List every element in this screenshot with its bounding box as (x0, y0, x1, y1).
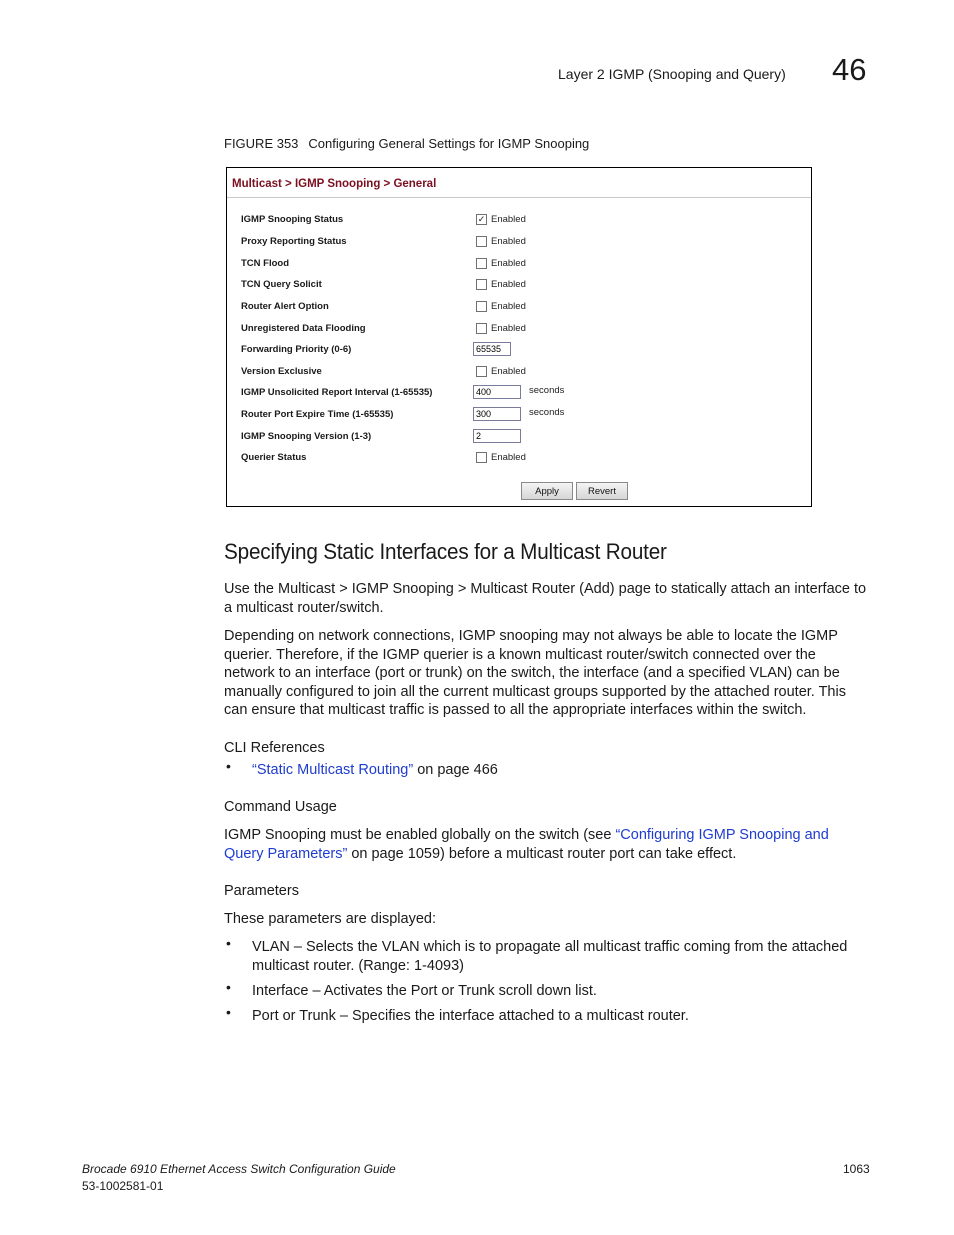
parameter-term: Interface (252, 983, 309, 999)
forwarding-priority-input[interactable] (473, 342, 511, 356)
unsolicited-report-interval-input[interactable] (473, 385, 521, 399)
parameter-desc: – Activates the Port or Trunk scroll down list. (308, 983, 597, 999)
revert-button[interactable]: Revert (576, 482, 628, 500)
parameter-item (252, 938, 872, 975)
field-label: TCN Query Solicit (241, 279, 322, 290)
parameter-desc: – Selects the VLAN which is to propagate all multicast traffic coming from the attached multicast router. (Range: 1-4093) (252, 939, 848, 974)
checkbox-label: Enabled (491, 366, 526, 377)
checkbox-label: Enabled (491, 279, 526, 290)
field-label: Version Exclusive (241, 366, 322, 377)
field-label: IGMP Snooping Version (1-3) (241, 431, 372, 442)
field-row (241, 321, 801, 337)
checkbox-label: Enabled (491, 323, 526, 334)
footer-page-number: 1063 (843, 1162, 870, 1176)
parameter-desc: – Specifies the interface attached to a multicast router. (335, 1008, 689, 1024)
field-row (241, 256, 801, 272)
figure-number: FIGURE 353 (224, 136, 299, 151)
field-row (241, 277, 801, 293)
router-port-expire-time-input[interactable] (473, 407, 521, 421)
field-row (241, 407, 801, 423)
body-paragraph: Depending on network connections, IGMP snooping may not always be able to locate the IGMP querier. Therefore, if the IGMP querier is a known multicast router/switch connected over the network to an interface (port or trunk) on the switch, the interface (and a specified VLAN) can be manually configured to join all the current multicast groups supported by the attached router. This can ensure that multicast traffic is passed to all the appropriate interfaces within the switch. (224, 628, 846, 719)
configuring-igmp-snooping-link[interactable]: “Configuring IGMP Snooping and Query Parameters” (224, 827, 829, 862)
router-alert-option-checkbox[interactable] (476, 301, 487, 312)
parameter-connector: or (278, 1008, 300, 1024)
field-label: IGMP Snooping Status (241, 214, 344, 225)
checkbox-label: Enabled (491, 236, 526, 247)
footer-doc-id: 53-1002581-01 (82, 1179, 164, 1193)
checkbox-label: Enabled (491, 258, 526, 269)
parameter-term: VLAN (252, 939, 290, 955)
proxy-reporting-status-checkbox[interactable] (476, 236, 487, 247)
apply-button[interactable]: Apply (521, 482, 573, 500)
field-row (241, 342, 801, 358)
section-heading: Specifying Static Interfaces for a Multicast Router (224, 539, 667, 564)
field-label: Proxy Reporting Status (241, 236, 347, 247)
bullet-dot: • (226, 1004, 231, 1020)
field-label: Querier Status (241, 452, 307, 463)
static-multicast-routing-link[interactable]: “Static Multicast Routing” (252, 762, 414, 778)
field-row (241, 385, 801, 401)
checkbox-label: Enabled (491, 214, 526, 225)
field-row (241, 299, 801, 315)
unit-label: seconds (529, 385, 565, 396)
unit-label: seconds (529, 407, 565, 418)
checkbox-label: Enabled (491, 301, 526, 312)
field-label: Unregistered Data Flooding (241, 323, 366, 334)
parameter-term: Trunk (299, 1008, 336, 1024)
parameter-term: Port (252, 1008, 279, 1024)
parameters-intro: These parameters are displayed: (224, 911, 436, 927)
field-row (241, 364, 801, 380)
parameters-heading: Parameters (224, 883, 299, 899)
querier-status-checkbox[interactable] (476, 452, 487, 463)
field-label: IGMP Unsolicited Report Interval (1-65535) (241, 387, 433, 398)
cli-reference-page: on page 466 (413, 762, 498, 778)
unregistered-data-flooding-checkbox[interactable] (476, 323, 487, 334)
tcn-query-solicit-checkbox[interactable] (476, 279, 487, 290)
chapter-number: 46 (832, 52, 867, 87)
field-label: Forwarding Priority (0-6) (241, 344, 352, 355)
breadcrumb: Multicast > IGMP Snooping > General (232, 178, 437, 190)
tcn-flood-checkbox[interactable] (476, 258, 487, 269)
igmp-snooping-status-checkbox[interactable]: ✓ (477, 214, 486, 224)
cli-references-heading: CLI References (224, 740, 325, 756)
figure-caption (224, 136, 589, 151)
igmp-snooping-version-input[interactable] (473, 429, 521, 443)
field-label: Router Port Expire Time (1-65535) (241, 409, 394, 420)
field-row (241, 234, 801, 250)
bullet-dot: • (226, 979, 231, 995)
running-header-title: Layer 2 IGMP (Snooping and Query) (558, 66, 786, 82)
field-label: Router Alert Option (241, 301, 329, 312)
footer-guide-title: Brocade 6910 Ethernet Access Switch Configuration Guide (82, 1162, 396, 1176)
usage-text: IGMP Snooping must be enabled globally on the switch (see (224, 827, 616, 843)
version-exclusive-checkbox[interactable] (476, 366, 487, 377)
intro-paragraph: Use the Multicast > IGMP Snooping > Multicast Router (Add) page to statically attach an interface to a multicast router/switch. (224, 581, 867, 616)
bullet-dot: • (226, 758, 231, 774)
field-row (241, 429, 801, 445)
breadcrumb-divider (227, 197, 811, 198)
cli-reference-item (252, 761, 872, 780)
bullet-dot: • (226, 935, 231, 951)
field-row (241, 450, 801, 466)
field-row (241, 212, 801, 228)
checkbox-label: Enabled (491, 452, 526, 463)
figure-title: Configuring General Settings for IGMP Snooping (308, 136, 590, 151)
usage-text: on page 1059) before a multicast router port can take effect. (347, 845, 737, 862)
command-usage-paragraph (224, 826, 869, 863)
command-usage-heading: Command Usage (224, 799, 337, 815)
parameter-item (252, 982, 872, 1001)
igmp-general-panel (226, 167, 812, 507)
parameter-item (252, 1007, 872, 1026)
field-label: TCN Flood (241, 258, 290, 269)
